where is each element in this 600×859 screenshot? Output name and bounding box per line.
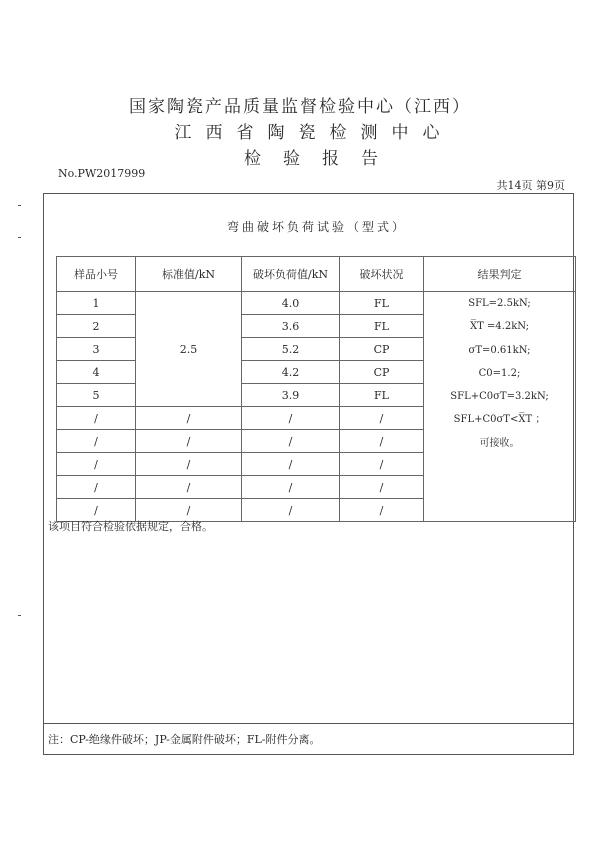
failure-cell: FL (340, 315, 424, 338)
empty-cell: / (242, 499, 340, 522)
empty-cell: / (136, 476, 242, 499)
column-header-load: 破坏负荷值/kN (242, 257, 340, 292)
conclusion-text: 该项目符合检验依据规定，合格。 (48, 520, 213, 533)
sample-cell: 1 (57, 292, 136, 315)
verdict-line: σT=0.61kN; (468, 344, 531, 356)
empty-cell: / (340, 430, 424, 453)
load-cell: 3.6 (242, 315, 340, 338)
note-divider (43, 723, 574, 724)
load-cell: 4.0 (242, 292, 340, 315)
empty-cell: / (242, 430, 340, 453)
verdict-line: X̅T =4.2kN; (469, 321, 530, 333)
scan-mark (18, 205, 21, 206)
empty-cell: / (57, 453, 136, 476)
scan-mark (18, 237, 21, 238)
failure-cell: FL (340, 292, 424, 315)
verdict-cell (424, 292, 576, 522)
verdict-line: C0=1.2; (478, 367, 521, 379)
empty-cell: / (242, 407, 340, 430)
failure-cell: CP (340, 338, 424, 361)
empty-cell: / (57, 499, 136, 522)
column-header-failure: 破坏状况 (340, 257, 424, 292)
table-header-row (57, 257, 576, 292)
column-header-sample: 样品小号 (57, 257, 136, 292)
load-cell: 4.2 (242, 361, 340, 384)
column-header-standard: 标准值/kN (136, 257, 242, 292)
empty-cell: / (57, 407, 136, 430)
standard-value-cell: 2.5 (136, 292, 242, 407)
verdict-line: SFL+C0σT<X̅T ； (453, 414, 546, 426)
empty-cell: / (340, 453, 424, 476)
header-center-name: 国家陶瓷产品质量监督检验中心（江西） (129, 97, 471, 117)
footnote: 注：CP-绝缘件破坏；JP-金属附件破坏；FL-附件分离。 (48, 733, 321, 746)
failure-cell: CP (340, 361, 424, 384)
verdict-line: 可接收。 (479, 437, 520, 449)
empty-cell: / (136, 453, 242, 476)
empty-cell: / (57, 476, 136, 499)
column-header-verdict: 结果判定 (424, 257, 576, 292)
failure-cell: FL (340, 384, 424, 407)
empty-cell: / (242, 476, 340, 499)
report-number: No.PW2017999 (58, 167, 146, 180)
header-center-subname: 江西省陶瓷检测中心 (174, 123, 454, 143)
sample-cell: 2 (57, 315, 136, 338)
page-indicator: 共14页 第9页 (496, 179, 565, 192)
table-row (57, 292, 576, 315)
empty-cell: / (136, 407, 242, 430)
load-cell: 5.2 (242, 338, 340, 361)
sample-cell: 3 (57, 338, 136, 361)
sample-cell: 4 (57, 361, 136, 384)
empty-cell: / (136, 499, 242, 522)
results-table (56, 256, 576, 522)
test-title: 弯曲破坏负荷试验（型式） (226, 220, 407, 234)
empty-cell: / (340, 407, 424, 430)
empty-cell: / (242, 453, 340, 476)
empty-cell: / (136, 430, 242, 453)
load-cell: 3.9 (242, 384, 340, 407)
verdict-line: SFL=2.5kN; (468, 298, 531, 309)
empty-cell: / (340, 499, 424, 522)
verdict-line: SFL+C0σT=3.2kN; (450, 391, 549, 403)
sample-cell: 5 (57, 384, 136, 407)
report-title: 检验报告 (244, 149, 400, 169)
empty-cell: / (57, 430, 136, 453)
scan-mark (18, 615, 21, 616)
empty-cell: / (340, 476, 424, 499)
